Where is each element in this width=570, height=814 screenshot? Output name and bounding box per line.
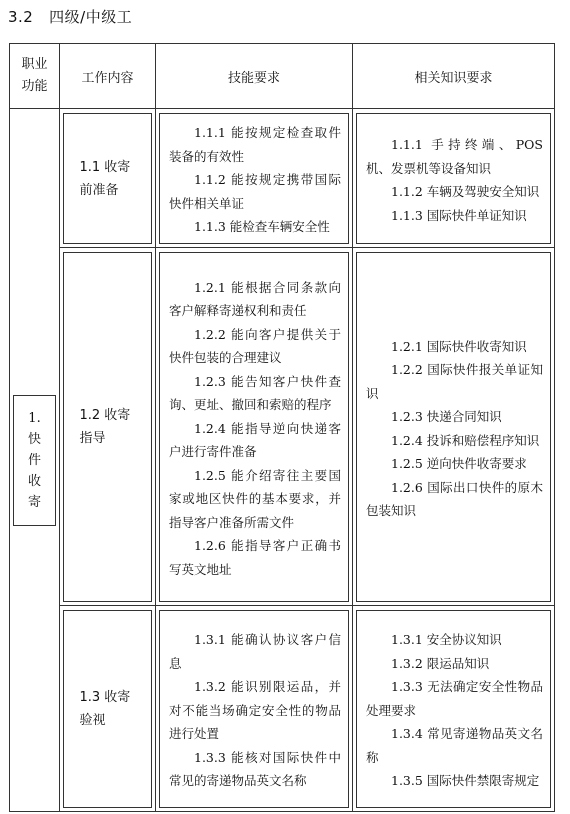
skills-cell (156, 606, 353, 812)
header-knowledge: 相关知识要求 (353, 44, 555, 109)
knowledge-cell (353, 606, 555, 812)
skill-item: 1.2.1 能根据合同条款向客户解释寄递权利和责任 (169, 279, 341, 319)
header-skills: 技能要求 (156, 44, 353, 109)
knowledge-item: 1.1.2 车辆及驾驶安全知识 (391, 184, 540, 199)
knowledge-cell (353, 109, 555, 248)
function-cell-box (13, 395, 56, 526)
knowledge-item: 1.2.3 快递合同知识 (391, 409, 502, 424)
knowledge-item: 1.2.5 逆向快件收寄要求 (391, 456, 527, 471)
section-title: 四级/中级工 (49, 8, 133, 26)
knowledge-cell (353, 248, 555, 606)
skill-item: 1.2.4 能指导逆向快递客户进行寄件准备 (169, 420, 341, 460)
knowledge-item: 1.2.2 国际快件报关单证知识 (366, 362, 543, 401)
content-cell (60, 606, 156, 812)
function-label: 1. 快件收寄 (27, 411, 41, 510)
knowledge-item: 1.1.3 国际快件单证知识 (391, 207, 527, 223)
skill-item: 1.2.6 能指导客户正确书写英文地址 (169, 538, 341, 577)
skills-cell (156, 109, 353, 248)
content-label: 1.1 收寄前准备 (79, 159, 131, 198)
skill-item: 1.2.3 能告知客户快件查询、更址、撤回和索赔的程序 (169, 373, 341, 413)
table-row (10, 606, 555, 812)
knowledge-item: 1.3.3 无法确定安全性物品处理要求 (366, 679, 543, 718)
knowledge-item: 1.2.4 投诉和赔偿程序知识 (391, 432, 540, 448)
header-function (10, 44, 60, 109)
skill-item: 1.2.5 能介绍寄往主要国家或地区快件的基本要求，并指导客户准备所需文件 (169, 467, 341, 530)
knowledge-item: 1.3.2 限运品知识 (391, 655, 490, 671)
header-function-line2: 功能 (21, 79, 48, 94)
content-label: 1.3 收寄验视 (79, 690, 131, 728)
header-function-line1: 职业 (21, 57, 48, 72)
table-header-row (10, 44, 555, 109)
skill-item: 1.3.1 能确认协议客户信息 (169, 632, 341, 671)
section-number: 3.2 (8, 8, 34, 26)
knowledge-item: 1.1.1 手持终端、POS 机、发票机等设备知识 (366, 137, 543, 176)
section-heading (8, 6, 132, 27)
function-cell (10, 109, 60, 812)
table-row (10, 109, 555, 248)
table-row (10, 248, 555, 606)
knowledge-item: 1.3.5 国际快件禁限寄规定 (391, 773, 540, 789)
skill-item: 1.1.2 能按规定携带国际快件相关单证 (169, 172, 341, 211)
header-content: 工作内容 (60, 44, 156, 109)
knowledge-item: 1.3.1 安全协议知识 (391, 632, 502, 648)
skill-item: 1.1.1 能按规定检查取件装备的有效性 (169, 125, 341, 164)
knowledge-item: 1.2.6 国际出口快件的原木包装知识 (366, 479, 543, 518)
content-cell (60, 248, 156, 606)
knowledge-item: 1.3.4 常见寄递物品英文名称 (366, 726, 543, 765)
content-label: 1.2 收寄指导 (79, 408, 131, 446)
skills-cell (156, 248, 353, 606)
knowledge-item: 1.2.1 国际快件收寄知识 (391, 338, 527, 354)
skill-item: 1.3.3 能核对国际快件中常见的寄递物品英文名称 (169, 749, 341, 789)
skill-item: 1.1.3 能检查车辆安全性 (194, 219, 330, 235)
content-cell (60, 109, 156, 248)
skill-item: 1.2.2 能向客户提供关于快件包装的合理建议 (169, 326, 341, 366)
skill-standard-table (9, 43, 555, 812)
skill-item: 1.3.2 能识别限运品，并对不能当场确定安全性的物品进行处置 (169, 679, 341, 742)
